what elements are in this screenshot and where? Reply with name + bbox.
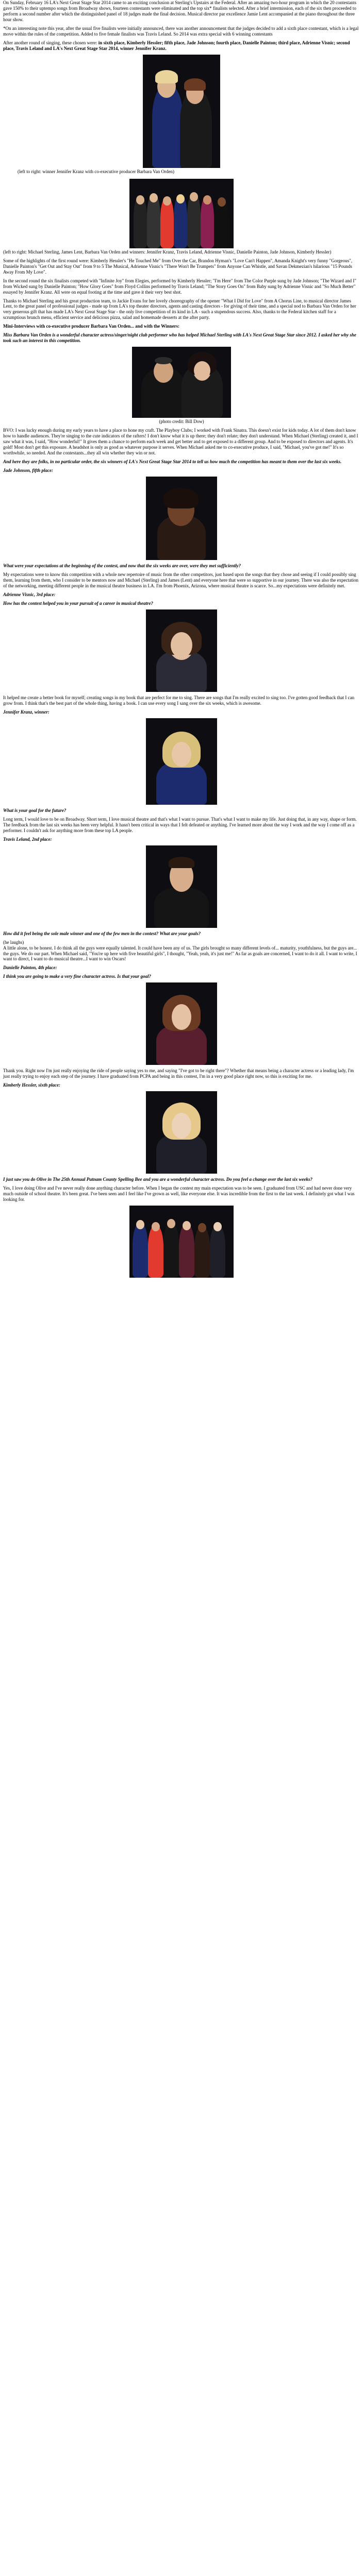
adrienne-label xyxy=(3,592,360,598)
answer-travis: (he laughs) A little alone, to be honest. I do think all the guys were equally talented. It could have been any of us. The girls brought so many different levels of... maturity, youthfulness, but the guys are... the guys. We do our part. When Michael said, "You're up here with five beautiful girls", I thought, "Yeah, yeah, it's just me!" As far as goals are concerned, I want to do it all. I want to write, I want to direct, I want to do musical theatre...I want to win Oscars! xyxy=(3,939,357,962)
photo-jennifer-kranz xyxy=(146,718,217,805)
winners-intro: And here they are folks, in no particular order, the six winners of LA's Next Great Stage Star 2014 to tell us how much the competition has meant to them over the last six weeks. xyxy=(3,459,342,465)
kimberly-label-text: Kimberly Hessler, sixth place: xyxy=(3,1082,60,1088)
photo-adrienne-visnic xyxy=(146,609,217,692)
photo-kimberly-hessler xyxy=(146,1091,217,1174)
jennifer-label-text: Jennifer Kranz, winner: xyxy=(3,709,50,715)
answer-danielle: Thank you. Right now I'm just really enjoying the ride of people saying yes to me, and saying "I've got to be right there"? Whether that means being a character actress or a leading lady, I'm just really trying to enjoy each step of the journey. I have graduated from PCPA and being in this contest, I'm in a very good place right now, so this is exciting for me. xyxy=(3,1068,354,1079)
jade-label-text: Jade Johnson, fifth place: xyxy=(3,468,54,473)
answer-barbara: BVO: I was lucky enough during my early years to have a place to hone my craft. The Playboy Clubs; I worked with Frank Sinatra. This doesn't exist for kids today. A lot of them don't know how to handle audiences. They're singing to the cute indicators of the rafters! I don't know what it is up there; they don't relate; they don't understand. When Michael (Sterling) created it, and I saw what it was, I said, "How wonderful!" It gives them a chance to perform each week and get better and to get exposed to a different group. And to be exposed to directors and agents. It's gold! Most don't get this exposure. A headshot is only as good as whatever purpose it serves. When Michael asked me to co-executive produce, I said, "Michael, you've got me!" It's so worthwhile, so needed. And the contestants...they all win whether they win or not. xyxy=(3,428,358,456)
jennifer-label xyxy=(3,709,360,715)
answer-jade: My expectations were to know this competition with a whole new repertoire of music from the other competitors, just based upon the songs that they chose and seeing if I could possibly sing them, learning from them, who I consider to be mentors now and Michael (Sterling) and James (Lent) and everyone here that were so supportive in our journey. There was also the expectation of the networking, meeting different people in the musical theatre business in LA. I'm from Phoenix, Arizona, where musical theatre is scarce. So...my expectations were definitely met. xyxy=(3,572,359,588)
answer-adrienne: It helped me create a better book for myself; creating songs in my book that are perfect for me to sing. There are songs that I'm really excited to sing too. I've gotten good feedback that I can grow from. I think that's the best part of the whole thing, having a book. I can use every song I sang over the six weeks, which is awesome. xyxy=(3,694,355,706)
photo-1-caption: (left to right: winner Jennifer Kranz with co-executive producer Barbara Van Orden) xyxy=(18,168,174,174)
jade-label xyxy=(3,468,360,473)
intro-paragraph-3 xyxy=(3,40,360,52)
intro-paragraph-2 xyxy=(3,26,360,37)
answer-kimberly: Yes, I love doing Olive and I've never really done anything character before. When I began the contest my main expectation was to be seen. I graduated from USC and had never done very much outside of school theatre. It's been great. I've been seen and I feel like I've grown as well, like everyone else. It was incredible from the first to the last week. I definitely got what I was looking for. xyxy=(3,1185,355,1202)
answer-jennifer: Long term, I would love to be on Broadway. Short term, I love musical theatre and that's what I want to pursue. That's what I want to make my life. Just doing that, in any way, shape or form. The feedback from the last six weeks has been very helpful. It hasn't been critical in ways that I felt defeated or anything. I've learned more about the way I work and the way I come off as a performer. I couldn't ask for anything more from these top LA people. xyxy=(3,816,357,833)
photo-danielle-painton xyxy=(146,982,217,1065)
danielle-label xyxy=(3,965,360,971)
finalists-list: in sixth place, Kimberly Hessler; fifth place, Jade Johnson; fourth place, Danielle Painton; third place, Adrienne Visnic; second place, Travis Leland and LA's Next Great Stage Star 2014, winner Jennifer Kranz. xyxy=(3,40,350,51)
danielle-label-text: Danielle Painton, 4th place: xyxy=(3,965,57,971)
question-kimberly: I just saw you do Olive in The 25th Annual Putnam County Spelling Bee and you are a wonderful character actress. Do you feel a change over the last six weeks? xyxy=(3,1177,312,1182)
kimberly-label xyxy=(3,1082,360,1088)
question-jennifer: What is your goal for the future? xyxy=(3,807,67,813)
thanks-paragraph: Thanks to Michael Sterling and his great production team, to Jackie Evans for her lovely choreography of the opener "What I Did for Love" from A Chorus Line, to musical director James Lent, to the great panel of professional judges - made up from LA's top theater directors, agents and casting directors - for giving of their time, and a special nod to Barbara Van Orden for her very generous gift that has made LA's Next Great Stage Star - the only live competition of its kind in LA - such a stupendous success. Also, thanks to the Federal kitchen staff for a scrumptious brunch menu, efficient service and delicious pizza, salad and homemade desserts at the after party. xyxy=(3,298,356,320)
photo-jade-johnson xyxy=(146,477,217,560)
second-round-paragraph: In the second round the six finalists competed with "Infinite Joy" from Elegies, performed by Kimberly Hessler; "I'm Here" from The Color Purple sung by Jade Johnson; "The Wizard and I" from Wicked sung by Danielle Painton; "How Glory Goes" from Floyd Collins performed by Travis Leland; "The Story Goes On" from Baby sung by Adrienne Visnic and "So Much Better" essayed by Jennifer Kranz. All were on equal footing at the time and gave it their very best shot. xyxy=(3,278,357,295)
adrienne-label-text: Adrienne Visnic, 3rd place: xyxy=(3,591,56,597)
sixth-finalist-note: *On an interesting note this year, after the usual five finalists were initially announced, there was another announcement that the judges decided to add a sixth place contestant, which is a legal move within the rules of the competition. Added to five female finalists was Travis Leland. So 2014 was extra special with 6 winning contestants xyxy=(3,25,359,37)
question-barbara: Miss Barbara Van Orden is a wonderful character actress/singer/night club performer who has helped Michael Sterling with LA's Next Great Stage Star since 2012. I asked her why she took such an interest in this competition. xyxy=(3,332,356,344)
finalists-lead-in: After another round of singing, these chosen were: xyxy=(3,40,97,45)
question-adrienne: How has the contest helped you in your pursuit of a career in musical theatre? xyxy=(3,600,154,606)
travis-label-text: Travis Leland, 2nd place: xyxy=(3,836,52,842)
photo-travis-leland xyxy=(146,845,217,928)
photo-final-group xyxy=(129,1206,234,1278)
highlights-paragraph: Some of the highlights of the first round were: Kimberly Hessler's "He Touched Me" from Over the Car, Brandon Hyman's "Love Can't Happen", Amanda Knight's very funny "Gorgeous", Danielle Painton's "Get Out and Stay Out" from 9 to 5 The Musical, Adrienne Visnic's "There Won't Be Trumpets" from Anyone Can Whistle, and Savan Dekmezian's hilarious "15 Pounds Away From My Love". xyxy=(3,258,353,275)
question-travis: How did it feel being the sole male winner and one of the few men in the contest? What are your goals? xyxy=(3,930,201,936)
photo-group-winners xyxy=(129,179,234,248)
photo-2-caption: (left to right: Michael Sterling, James Lent, Barbara Van Orden and winners: Jennifer Kranz, Travis Leland, Adrienne Visnic, Danielle Painton, Jade Johnson, Kimberly Hessler) xyxy=(3,249,332,255)
question-danielle: I think you are going to make a very fine character actress. Is that your goal? xyxy=(3,974,152,979)
mini-interviews-heading xyxy=(3,324,360,329)
travis-label xyxy=(3,837,360,842)
photo-winner-with-producer xyxy=(143,55,220,168)
intro-paragraph-1: On Sunday, February 16 LA's Next Great Stage Star 2014 came to an exciting conclusion at Sterling's Upstairs at the Federal. After an amazing two-hour program in which the 20 contestants gave 150% to their uptempo songs from Broadway shows, fourteen contestants were eliminated and the top six* finalists selected. After a brief intermission, each of the six then proceeded to perform a second number after which the distinguished panel of 18 judges made the final decision. Musical director par excellence Jamie Lent accompanied at the piano throughout the three hour show. xyxy=(3,0,356,22)
photo-3-caption: (photo credit: Bill Dow) xyxy=(159,419,204,425)
mini-interviews-heading-text: Mini-Interviews with co-executive producer Barbara Van Orden... and with the Winners: xyxy=(3,324,180,329)
question-jade: What were your expectations at the beginning of the contest, and now that the six weeks are over, were they met sufficiently? xyxy=(3,563,241,569)
photo-barbara-van-orden xyxy=(132,347,231,418)
